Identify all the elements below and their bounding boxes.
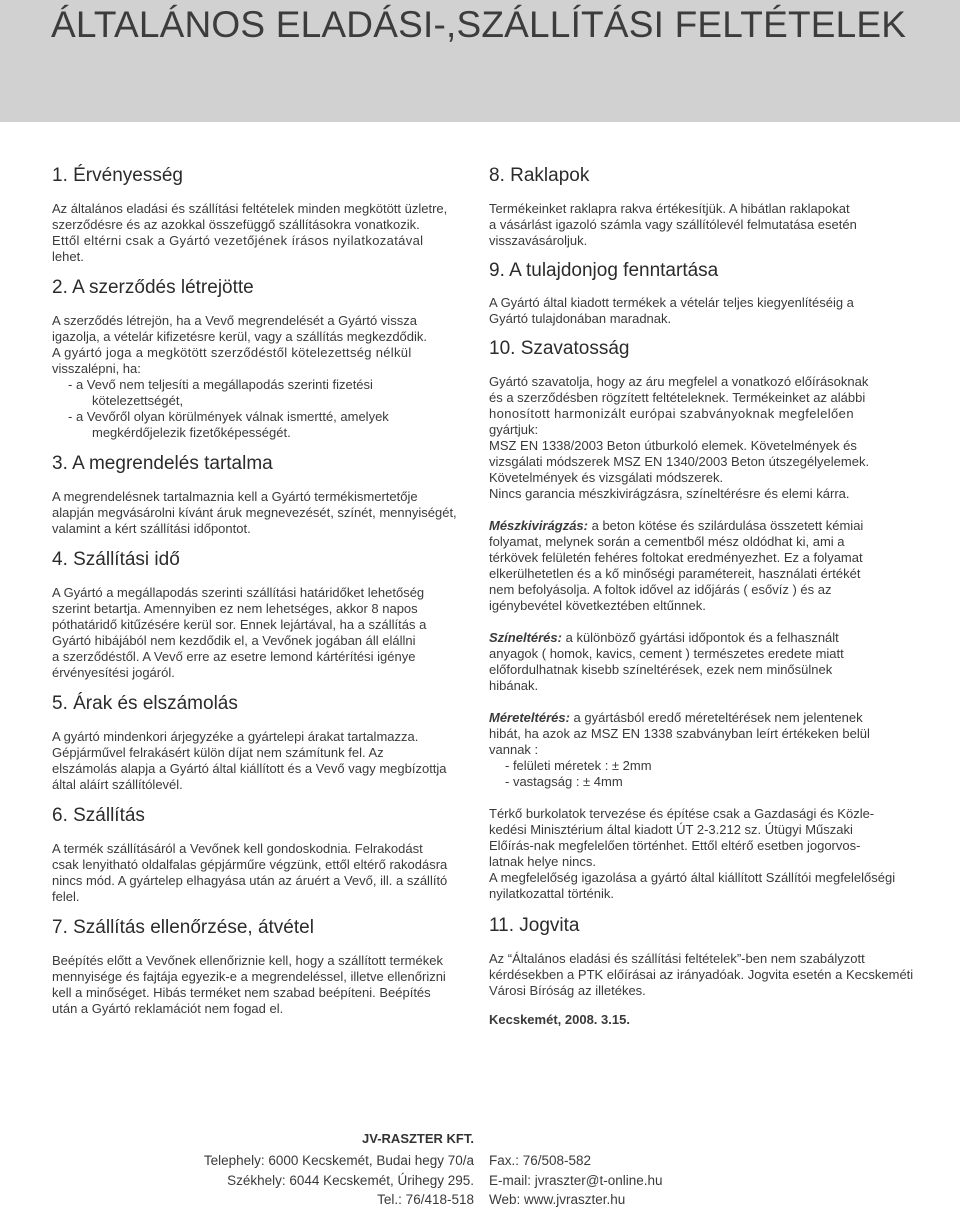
text-line: és a szerződésben rögzített feltételeknek. Termékeinket az alábbi [489, 390, 866, 405]
text-line: Térkő burkolatok tervezése és építése csak a Gazdasági és Közle- [489, 806, 875, 821]
text-line: elszámolás alapja a Gyártó által kiállított és a Vevő vagy megbízottja [52, 761, 447, 776]
paragraph-mészkivirágzás [489, 518, 913, 614]
section-title-11: 11. Jogvita [489, 915, 580, 936]
text-line: nincs mód. A gyártelep elhagyása után az áruért a Vevő, ill. a szállító [52, 873, 448, 888]
text-line: hibának. [489, 678, 539, 693]
text-line [489, 710, 913, 726]
left-column [52, 164, 475, 1017]
text-line: mennyisége és fajtája egyezik-e a megrendeléssel, illetve ellenőrizni [52, 969, 446, 984]
term-label: Színeltérés: [489, 630, 562, 645]
text-line: anyagok ( homok, kavics, cement ) természetes eredete miatt [489, 646, 844, 661]
text-line: kedési Minisztérium által kiadott ÚT 2-3.212 sz. Útügyi Műszaki [489, 822, 853, 837]
text-line: A szerződés létrejön, ha a Vevő megrendelését a Gyártó vissza [52, 313, 417, 328]
section-body-1 [52, 201, 475, 265]
text-line: folyamat, melynek során a cementből mész oldódhat ki, ami a [489, 534, 845, 549]
section-body-6 [52, 841, 475, 905]
text-line: vizsgálati módszerek MSZ EN 1340/2003 Beton útszegélyelemek. [489, 454, 870, 469]
text-line: A Gyártó által kiadott termékek a vételár teljes kiegyenlítéséig a [489, 295, 854, 310]
text-line: póthatáridő kitűzésére kerül sor. Ennek lejártával, ha a szállítás a [52, 617, 427, 632]
text-line: A gyártó joga a megkötött szerződéstől kötelezettség nélkül [52, 345, 412, 360]
list-item: - felületi méretek : ± 2mm [505, 758, 652, 773]
text-line: honosított harmonizált európai szabványoknak megfelelően [489, 406, 854, 421]
text-line: után a Gyártó reklamációt nem fogad el. [52, 1001, 284, 1016]
section-title-5: 5. Árak és elszámolás [52, 693, 238, 714]
section-body-10 [489, 374, 913, 502]
text-line: nyilatkozattal történik. [489, 886, 615, 901]
signature-date: Kecskemét, 2008. 3.15. [489, 1012, 630, 1027]
page-title: ÁLTALÁNOS ELADÁSI-,SZÁLLÍTÁSI FELTÉTELEK [51, 4, 907, 45]
section-title-1: 1. Érvényesség [52, 165, 183, 186]
footer-web: Web: www.jvraszter.hu [489, 1192, 626, 1207]
text-line: Nincs garancia mészkivirágzásra, színeltérésre és elemi kárra. [489, 486, 850, 501]
text-line: hibát, ha azok az MSZ EN 1338 szabványban leírt értékeken belül [489, 726, 870, 741]
text-line: Beépítés előtt a Vevőnek ellenőriznie kell, hogy a szállított termékek [52, 953, 443, 968]
text-line: A megrendelésnek tartalmaznia kell a Gyártó termékismertetője [52, 489, 418, 504]
text-line: a szerződéstől. A Vevő erre az esetre lemond kártérítési igénye [52, 649, 416, 664]
text-line: kérdésekben a PTK előírásai az irányadóak. Jogvita esetén a Kecskeméti [489, 967, 914, 982]
text-line [489, 630, 913, 646]
section-title-9: 9. A tulajdonjog fenntartása [489, 260, 719, 281]
footer-company: JV-RASZTER KFT. [362, 1131, 474, 1146]
text-line [489, 518, 913, 534]
paragraph-színeltérés [489, 630, 913, 694]
text-line: igazolja, a vételár kifizetésre kerül, vagy a szállítás megkezdődik. [52, 329, 428, 344]
text-line: Az általános eladási és szállítási feltételek minden megkötött üzletre, [52, 201, 448, 216]
text-line: Az “Általános eladási és szállítási feltételek”-ben nem szabályzott [489, 951, 865, 966]
text-line: Gépjárművel felrakásért külön díjat nem számítunk fel. Az [52, 745, 384, 760]
text-line: Gyártó szavatolja, hogy az áru megfelel a vonatkozó előírásoknak [489, 374, 869, 389]
text-line: a vásárlást igazoló számla vagy szállítólevél felmutatása esetén [489, 217, 857, 232]
footer-fax: Fax.: 76/508-582 [489, 1153, 592, 1168]
footer-email: E-mail: jvraszter@t-online.hu [489, 1172, 663, 1188]
text-line: alapján megvásárolni kívánt áruk megnevezését, színét, mennyiségét, [52, 505, 457, 520]
text-line: térkövek felületén fehéres foltokat eredményezhet. Ez a folyamat [489, 550, 863, 565]
text-fragment: a gyártásból eredő méreteltérések nem jelentenek [569, 710, 863, 725]
text-line: nem befolyásolja. A foltok idővel az időjárás ( esővíz ) és az [489, 582, 832, 597]
section-title-2: 2. A szerződés létrejötte [52, 277, 254, 298]
text-line: A megfelelőség igazolása a gyártó által kiállított Szállítói megfelelőségi [489, 870, 896, 885]
text-line: igénybevétel következtében eltűnnek. [489, 598, 706, 613]
text-line: csak lenyitható oldalfalas gépjárműre végzünk, ettől eltérő rakodásra [52, 857, 448, 872]
section-body-2 [52, 313, 475, 441]
paragraph-méreteltérés [489, 710, 913, 790]
text-line: Előírás-nak megfelelően történhet. Ettől eltérő esetben jogorvos- [489, 838, 861, 853]
text-line: A termék szállításáról a Vevőnek kell gondoskodnia. Felrakodást [52, 841, 423, 856]
text-line: Termékeinket raklapra rakva értékesítjük. A hibátlan raklapokat [489, 201, 850, 216]
section-body-7 [52, 953, 475, 1017]
section-title-4: 4. Szállítási idő [52, 549, 180, 570]
text-line: MSZ EN 1338/2003 Beton útburkoló elemek. Követelmények és [489, 438, 857, 453]
text-line: felel. [52, 889, 80, 904]
text-line: Gyártó tulajdonában maradnak. [489, 311, 672, 326]
text-line: szerződésre és az azokkal összefüggő szállításokra vonatkozik. [52, 217, 420, 232]
text-line: A gyártó mindenkori árjegyzéke a gyártelepi árakat tartalmazza. [52, 729, 419, 744]
section-body-11 [489, 951, 913, 999]
text-line: vannak : [489, 742, 539, 757]
section-title-3: 3. A megrendelés tartalma [52, 453, 273, 474]
list-item: - vastagság : ± 4mm [505, 774, 623, 789]
text-line: visszalépni, ha: [52, 361, 141, 376]
section-body-5 [52, 729, 475, 793]
list-item: megkérdőjelezik fizetőképességét. [92, 425, 291, 440]
term-label: Méreteltérés: [489, 710, 570, 725]
section-body-3 [52, 489, 475, 537]
list-item: kötelezettségét, [92, 393, 184, 408]
section-title-7: 7. Szállítás ellenőrzése, átvétel [52, 917, 314, 938]
footer-line: Székhely: 6044 Kecskemét, Úrihegy 295. [227, 1172, 474, 1188]
section-body-9 [489, 295, 913, 327]
right-column [489, 164, 913, 1028]
text-line: gyártjuk: [489, 422, 539, 437]
text-line: Városi Bíróság az illetékes. [489, 983, 646, 998]
text-line: valamint a kért szállítási időpontot. [52, 521, 251, 536]
footer-address [150, 1151, 474, 1208]
text-line: által aláírt szállítólevél. [52, 777, 183, 792]
text-line: latnak helye nincs. [489, 854, 596, 869]
text-line: visszavásároljuk. [489, 233, 588, 248]
list-item: - a Vevőről olyan körülmények válnak ismertté, amelyek [68, 409, 389, 424]
text-line: Ettől eltérni csak a Gyártó vezetőjének írásos nyilatkozatával [52, 233, 424, 248]
list-item: - a Vevő nem teljesíti a megállapodás szerinti fizetési [68, 377, 373, 392]
text-line: érvényesítési jogáról. [52, 665, 175, 680]
text-line: Gyártó hibájából nem kezdődik el, a Vevőnek jogában áll elállni [52, 633, 416, 648]
section-body-4 [52, 585, 475, 681]
paragraph-térkő [489, 806, 913, 902]
header-banner [0, 0, 960, 122]
text-line: előfordulhatnak kisebb színeltérések, ezek nem minősülnek [489, 662, 833, 677]
text-fragment: a különböző gyártási időpontok és a felhasznált [561, 630, 839, 645]
text-line: A Gyártó a megállapodás szerinti szállítási határidőket lehetőség [52, 585, 425, 600]
text-line: Követelmények és vizsgálati módszerek. [489, 470, 724, 485]
text-line: elkerülhetetlen és a kő minőségi paramétereit, használati értékét [489, 566, 861, 581]
section-title-10: 10. Szavatosság [489, 338, 630, 359]
text-line: szerint betartja. Amennyiben ez nem lehetséges, akkor 8 napos [52, 601, 418, 616]
footer-line: Tel.: 76/418-518 [377, 1192, 474, 1207]
text-fragment: a beton kötése és szilárdulása összetett kémiai [588, 518, 864, 533]
term-label: Mészkivirágzás: [489, 518, 588, 533]
section-title-8: 8. Raklapok [489, 165, 590, 186]
section-title-6: 6. Szállítás [52, 805, 145, 826]
text-line: kell a minőséget. Hibás terméket nem szabad beépíteni. Beépítés [52, 985, 431, 1000]
footer-line: Telephely: 6000 Kecskemét, Budai hegy 70/a [203, 1153, 474, 1168]
section-body-8 [489, 201, 913, 249]
text-line: lehet. [52, 249, 84, 264]
footer-contact [489, 1151, 789, 1208]
